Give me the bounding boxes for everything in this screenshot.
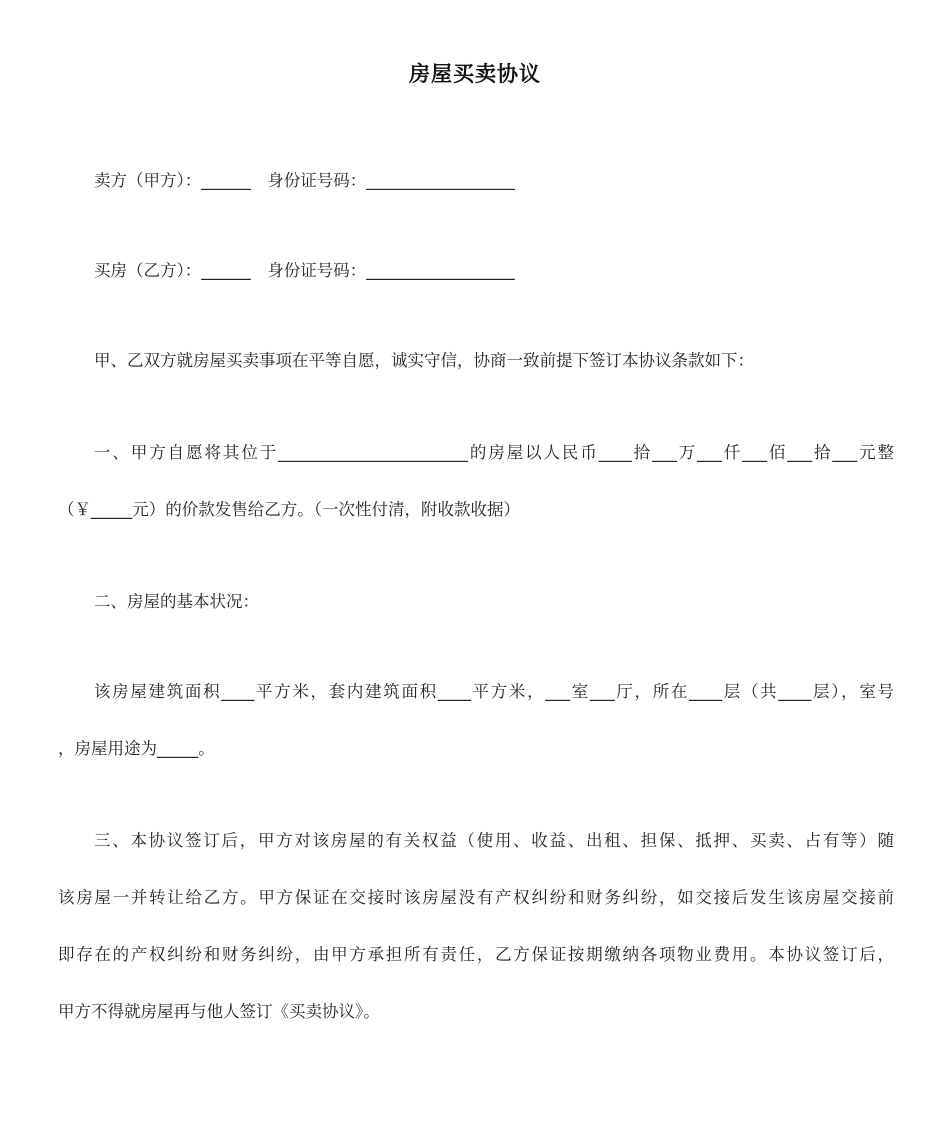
clause-2-line-1: 该房屋建筑面积____平方米，套内建筑面积____平方米，___室___厅，所在____层（共____层），室号 <box>94 682 895 701</box>
clause-2-line-2: ，房屋用途为_____。 <box>58 739 215 758</box>
buyer-line: 买房（乙方）：______ 身份证号码：__________________ <box>94 261 515 280</box>
clause-1-line-2: （￥_____元）的价款发售给乙方。（一次性付清，附收款收据） <box>58 500 520 519</box>
clause-2-heading: 二、房屋的基本状况： <box>94 592 259 611</box>
clause-3-line-1: 三、本协议签订后，甲方对该房屋的有关权益（使用、收益、出租、担保、抵押、买卖、占有等）随 <box>94 831 894 850</box>
clause-3-line-2: 该房屋一并转让给乙方。甲方保证在交接时该房屋没有产权纠纷和财务纠纷，如交接后发生该房屋交接前 <box>58 888 894 907</box>
document-title: 房屋买卖协议 <box>409 62 541 86</box>
clause-3-line-3: 即存在的产权纠纷和财务纠纷，由甲方承担所有责任，乙方保证按期缴纳各项物业费用。本协议签订后， <box>58 945 894 964</box>
preamble-line: 甲、乙双方就房屋买卖事项在平等自愿，诚实守信，协商一致前提下签订本协议条款如下： <box>94 351 754 370</box>
clause-1-line-1: 一、甲方自愿将其位于_______________________的房屋以人民币____拾___万___仟___佰___拾___元整 <box>94 443 894 462</box>
clause-3-line-4: 甲方不得就房屋再与他人签订《买卖协议》。 <box>58 1002 380 1021</box>
seller-line: 卖方（甲方）：______ 身份证号码：__________________ <box>94 171 515 190</box>
